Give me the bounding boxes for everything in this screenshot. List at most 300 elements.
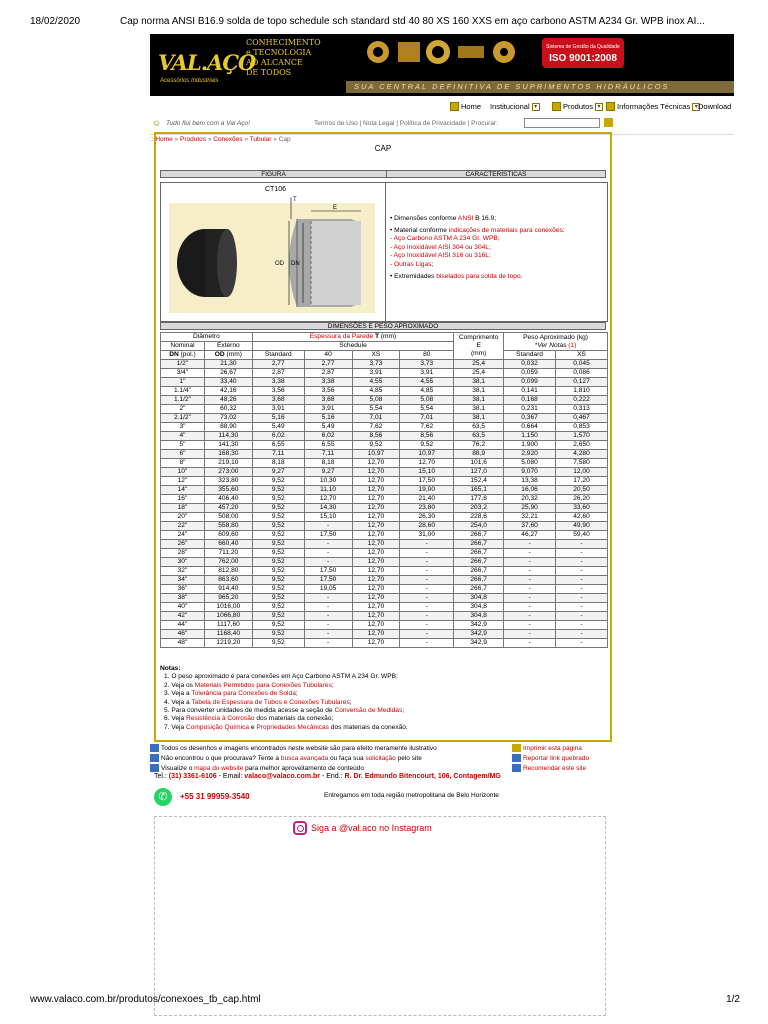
table-cell: 12,70 [352,477,400,486]
note-item [164,724,608,732]
table-cell: 114,30 [204,432,252,441]
contact-text: Tel.: [154,773,169,780]
material-item[interactable]: - Aço Inoxidável AISI 316 ou 316L; [390,252,491,260]
print-date: 18/02/2020 [30,16,81,27]
material-item[interactable]: - Aço Inoxidável AISI 304 ou 304L; [390,243,491,251]
table-cell: 1,810 [556,387,608,396]
table-cell: 266,7 [454,549,504,558]
table-cell: 5,49 [252,423,304,432]
table-cell: 17,50 [304,567,352,576]
product-frame [154,132,612,742]
table-cell: 88,90 [204,423,252,432]
table-row [161,621,608,630]
note-link[interactable]: Conversão de Medidas [334,707,403,715]
table-cell: 12,70 [352,486,400,495]
utility-text: Não encontrou o que procurava? Tente a [161,755,281,762]
table-cell: - [400,549,454,558]
table-row [161,549,608,558]
table-cell: 304,8 [454,603,504,612]
table-cell: 1016,00 [204,603,252,612]
char-text: • Material conforme [390,226,449,234]
search-icon [150,754,159,762]
table-cell: 9,52 [252,540,304,549]
table-cell: 25,4 [454,369,504,378]
table-cell: - [504,630,556,639]
caracteristicas-header: CARACTERÍSTICAS [465,171,527,178]
table-cell: 21,30 [204,360,252,369]
table-cell: 219,10 [204,459,252,468]
table-cell: 7,01 [352,414,400,423]
table-cell: 0,045 [556,360,608,369]
breadcrumb-produtos[interactable]: Produtos [180,136,207,143]
table-cell: 9,52 [252,495,304,504]
print-url: www.valaco.com.br/produtos/conexoes_tb_cap.html [30,994,261,1005]
table-cell: 273,00 [204,468,252,477]
other-alloys-link[interactable]: - Outras Ligas [390,260,432,268]
th-peso-xs: XS [556,351,608,360]
contact-text: - End.: [320,773,345,780]
phone-link[interactable]: (31) 3361-6106 [168,773,217,780]
char-text: • Extremidades [390,272,437,280]
note-link[interactable]: Tabela de Espessura de Tubos e Conexões Tubulares [191,698,350,706]
table-cell: 3,73 [400,360,454,369]
table-cell: 1/2" [161,360,205,369]
table-cell: 33,40 [204,378,252,387]
address-link[interactable]: R. Dr. Edmundo Bitencourt, 106, Contagem/MG [344,773,501,780]
nav-home[interactable] [450,102,481,111]
breadcrumb-tubular[interactable]: Tubular [249,136,272,143]
table-row [161,459,608,468]
table-cell: 0,313 [556,405,608,414]
table-cell: 5,49 [304,423,352,432]
figure-code: CT106 [265,186,287,193]
table-cell: - [304,621,352,630]
table-cell: 457,20 [204,504,252,513]
sitemap-link[interactable]: mapa do website [194,765,244,772]
table-cell: 127,0 [454,468,504,477]
table-cell: 9,52 [252,621,304,630]
material-item[interactable]: - Aço Carbono ASTM A 234 Gr. WPB; [390,235,500,243]
table-cell: 9,27 [304,468,352,477]
breadcrumb-current: Cap [278,136,291,143]
table-cell: 28,60 [400,522,454,531]
char-text: ; [431,260,434,268]
table-cell: 4,85 [400,387,454,396]
note-text: dos materiais da conexão; [254,715,334,723]
note-text: 4. Veja a [164,698,192,706]
table-cell: - [304,540,352,549]
table-cell: 2,87 [304,369,352,378]
material-item-other [390,261,607,270]
table-cell: 1168,40 [204,630,252,639]
table-cell: 2,77 [304,360,352,369]
logo-subtitle: Acessórios Industriais [160,78,219,84]
table-cell: 26" [161,540,205,549]
th-comprimento [454,333,504,360]
th-xs: XS [352,351,400,360]
table-cell: 0,099 [504,378,556,387]
table-cell: 3" [161,423,205,432]
table-cell: 3,91 [304,405,352,414]
table-cell: 2,920 [504,450,556,459]
table-cell: - [504,549,556,558]
table-cell: 1,900 [504,441,556,450]
note-item [164,690,608,698]
table-cell: 9,52 [252,486,304,495]
table-cell: 9,52 [252,603,304,612]
table-cell: 11,10 [304,486,352,495]
table-cell: 266,7 [454,585,504,594]
print-header [30,16,740,27]
table-cell: - [304,549,352,558]
notes-title: Notas: [160,665,181,672]
table-cell: - [556,567,608,576]
whatsapp-icon[interactable]: ✆ [154,788,172,806]
label-od: OD [275,261,284,267]
table-cell: - [504,567,556,576]
table-row [161,477,608,486]
breadcrumb-home[interactable]: Home [155,136,173,143]
table-cell: 20,32 [504,495,556,504]
table-cell: 5,16 [304,414,352,423]
table-cell: 21,40 [400,495,454,504]
table-cell: 48,26 [204,396,252,405]
product-figure [160,182,386,322]
products-icon [552,102,561,111]
table-cell: - [400,576,454,585]
table-cell: - [400,540,454,549]
table-cell: 0,222 [556,396,608,405]
table-cell: - [304,612,352,621]
table-row [161,612,608,621]
table-cell: 12,70 [352,612,400,621]
table-row [161,594,608,603]
search-input[interactable] [524,118,600,128]
bevel-link[interactable]: biselados para solda de topo [436,272,521,280]
table-cell: - [400,585,454,594]
table-row [161,423,608,432]
table-cell: 5,08 [400,396,454,405]
table-cell: - [400,639,454,648]
table-cell: 0,141 [504,387,556,396]
table-cell: 965,20 [204,594,252,603]
table-cell: 9,27 [252,468,304,477]
table-cell: 12" [161,477,205,486]
table-cell: 32,21 [504,513,556,522]
table-cell: 14,30 [304,504,352,513]
table-cell: 46,27 [504,531,556,540]
print-label: Imprimir esta página [523,745,582,752]
table-cell: - [556,594,608,603]
page-title: CAP [374,144,392,153]
th-text: (pol.) [178,351,196,358]
instagram-icon [293,821,307,835]
chevron-down-icon: ▾ [532,103,540,111]
table-row [161,378,608,387]
table-cell: 812,80 [204,567,252,576]
note-link[interactable]: Propriedades Mecânicas [256,723,329,731]
table-cell: 42,60 [556,513,608,522]
note-link[interactable]: Composição Química [186,723,250,731]
table-cell: 323,80 [204,477,252,486]
table-cell: 1219,20 [204,639,252,648]
table-row [161,432,608,441]
table-row [161,639,608,648]
table-cell: - [504,558,556,567]
char-material [390,227,607,236]
note-item [164,699,608,707]
table-cell: 3,73 [352,360,400,369]
report-link[interactable] [512,754,589,764]
section-header [160,170,606,178]
th-externo: Externo [204,342,252,351]
nav-label: Informações Técnicas [617,102,691,111]
table-cell: - [556,612,608,621]
th-diametro: Diâmetro [161,333,253,342]
table-cell: - [556,630,608,639]
table-row [161,441,608,450]
table-body [161,360,608,648]
th-text: Peso Aproximado (kg) [523,333,588,341]
image-icon [150,744,159,752]
instagram-label: Siga a @val.aco no Instagram [311,823,432,833]
notes-list [160,673,608,732]
note-link[interactable]: Resistência à Corrosão [186,715,255,723]
utility-text: pelo site [395,755,422,762]
instagram-link[interactable] [293,821,432,835]
table-cell: 73,02 [204,414,252,423]
table-cell: 660,40 [204,540,252,549]
iso-label: ISO 9001:2008 [549,53,617,64]
table-cell: 44" [161,621,205,630]
table-cell: - [556,576,608,585]
table-cell: 9,52 [252,513,304,522]
table-cell: 12,70 [352,585,400,594]
table-cell: - [556,585,608,594]
nav-informacoes[interactable] [606,102,700,111]
table-cell: 0,127 [556,378,608,387]
table-cell: 32" [161,567,205,576]
table-cell: 26,67 [204,369,252,378]
page [150,34,734,833]
table-cell: 1066,80 [204,612,252,621]
table-cell: 6,55 [304,441,352,450]
note-link[interactable]: Tolerância para Conexões de Solda [191,690,296,698]
table-cell: 342,9 [454,621,504,630]
table-cell: 9,52 [352,441,400,450]
table-cell: - [304,630,352,639]
print-link[interactable] [512,744,582,754]
table-cell: 48" [161,639,205,648]
table-cell: 3,56 [252,387,304,396]
ansi-link[interactable]: ANSI [457,215,474,222]
table-cell: 3,68 [304,396,352,405]
instagram-box [154,816,606,1016]
table-cell: 38,1 [454,387,504,396]
whatsapp-number[interactable]: +55 31 99959-3540 [180,792,250,801]
th-text: E [476,342,481,349]
table-cell: 63,5 [454,432,504,441]
th-dn [161,351,205,360]
breadcrumb-conexoes[interactable]: Conexões [213,136,243,143]
table-cell: 16,06 [504,486,556,495]
table-cell: 6,02 [252,432,304,441]
table-cell: 19,05 [304,585,352,594]
table-cell: 17,50 [304,531,352,540]
nav-produtos[interactable] [552,102,603,111]
table-cell: - [556,549,608,558]
table-cell: 508,00 [204,513,252,522]
table-cell: 10" [161,468,205,477]
note-text: ; [402,707,405,715]
chevron-down-icon: ▾ [595,103,603,111]
table-cell: 24" [161,531,205,540]
table-row [161,405,608,414]
request-link[interactable]: solicitação [365,755,396,762]
table-row [161,540,608,549]
table-cell: 12,70 [352,567,400,576]
table-cell: 10,97 [400,450,454,459]
note-link[interactable]: Materiais Permitidos para Conexões Tubulares [194,681,332,689]
char-text: : [562,226,565,234]
table-cell: - [304,594,352,603]
table-cell: 9,070 [504,468,556,477]
table-cell: 5,16 [252,414,304,423]
table-cell: 8,18 [252,459,304,468]
table-cell: 42,16 [204,387,252,396]
label-e: E [333,205,338,211]
table-cell: 342,9 [454,639,504,648]
table-row [161,567,608,576]
table-cell: 7,580 [556,459,608,468]
note-text: ; [331,681,334,689]
table-cell: 9,52 [252,639,304,648]
th-text: Espessura da Parede [309,333,375,340]
table-cell: 8,56 [400,432,454,441]
char-text: B 16.9; [473,215,497,222]
table-row [161,630,608,639]
note-text: 3. Veja a [164,690,192,698]
table-cell: 266,7 [454,576,504,585]
table-cell: - [556,639,608,648]
table-cell: 9,52 [252,549,304,558]
email-link[interactable]: valaco@valaco.com.br [244,773,320,780]
table-cell: 31,00 [400,531,454,540]
table-cell: 7,11 [304,450,352,459]
table-cell: 12,70 [352,621,400,630]
site-logo[interactable] [156,40,256,88]
table-cell: 20,50 [556,486,608,495]
table-cell: 15,10 [304,513,352,522]
table-cell: 0,853 [556,423,608,432]
figura-header: FIGURA [161,171,387,177]
table-cell: 3,38 [304,378,352,387]
nav-institucional[interactable] [490,102,540,111]
char-text: . [520,272,523,280]
table-cell: 5,08 [352,396,400,405]
notes [160,665,608,732]
table-row [161,531,608,540]
note-item: 1. O peso aproximado é para conexões em Aço Carbono ASTM A 234 Gr. WPB; [164,673,398,681]
th-text: Comprimento [458,334,499,341]
table-cell: 266,7 [454,531,504,540]
th-peso [504,333,608,351]
table-row [161,495,608,504]
table-cell: 3,38 [252,378,304,387]
legal-links[interactable]: Termos de Uso | Nota Legal | Política de Privacidade | Procurar: [314,120,498,127]
table-cell: 7,11 [252,450,304,459]
table-cell: 3,91 [400,369,454,378]
table-cell: 19,00 [400,486,454,495]
breadcrumb-sep: » [172,136,180,143]
table-cell: - [504,603,556,612]
note-text: e [249,723,257,731]
table-cell: 2,87 [252,369,304,378]
table-cell: 4,280 [556,450,608,459]
th-peso-standard: Standard [504,351,556,360]
note-ref-link[interactable]: (1) [568,341,577,349]
table-cell: 6,55 [252,441,304,450]
table-cell: - [504,612,556,621]
th-text: (mm) [470,350,487,357]
advanced-search-link[interactable]: busca avançada [280,755,329,762]
table-cell: 4,55 [352,378,400,387]
table-cell: - [504,621,556,630]
table-row [161,387,608,396]
materials-link[interactable]: indicações de materiais para conexões [448,226,563,234]
info-icon [606,102,615,111]
dims-header: DIMENSÕES E PESO APROXIMADO [160,322,606,330]
search-button[interactable] [604,118,613,127]
label-t: T [293,197,297,203]
table-cell: 76,2 [454,441,504,450]
table-cell: 12,70 [352,495,400,504]
th-schedule: Schedule [252,342,453,351]
char-dims [390,215,607,224]
table-cell: 38" [161,594,205,603]
dimensions-table [160,332,608,648]
table-cell: 5,54 [400,405,454,414]
table-cell: 12,70 [352,468,400,477]
table-cell: 12,70 [352,504,400,513]
table-cell: - [504,639,556,648]
table-row [161,369,608,378]
table-cell: 863,60 [204,576,252,585]
table-cell: 12,70 [352,603,400,612]
note-text: 2. Veja os [164,681,195,689]
table-cell: 3,91 [252,405,304,414]
table-cell: 15,10 [400,468,454,477]
disclaimer: Todos os desenhos e imagens encontrados neste website são para efeito meramente ilustrativo [161,745,437,752]
note-text: 5. Para converter unidades de medida acesse a seção de [164,707,335,715]
fittings-illustration [364,36,524,68]
table-cell: 12,70 [352,594,400,603]
table-cell: 3,56 [304,387,352,396]
utility-text: para melhor aproveitamento de conteúdo [243,765,364,772]
table-cell: 12,70 [352,630,400,639]
table-cell: 12,70 [352,531,400,540]
table-cell: 12,70 [352,558,400,567]
table-cell: 88,9 [454,450,504,459]
nav-download[interactable] [698,102,731,111]
table-cell: 34" [161,576,205,585]
table-cell: 49,90 [556,522,608,531]
table-cell: - [504,585,556,594]
table-row [161,558,608,567]
home-icon [450,102,459,111]
table-cell: 8" [161,459,205,468]
mail-icon [512,764,521,772]
